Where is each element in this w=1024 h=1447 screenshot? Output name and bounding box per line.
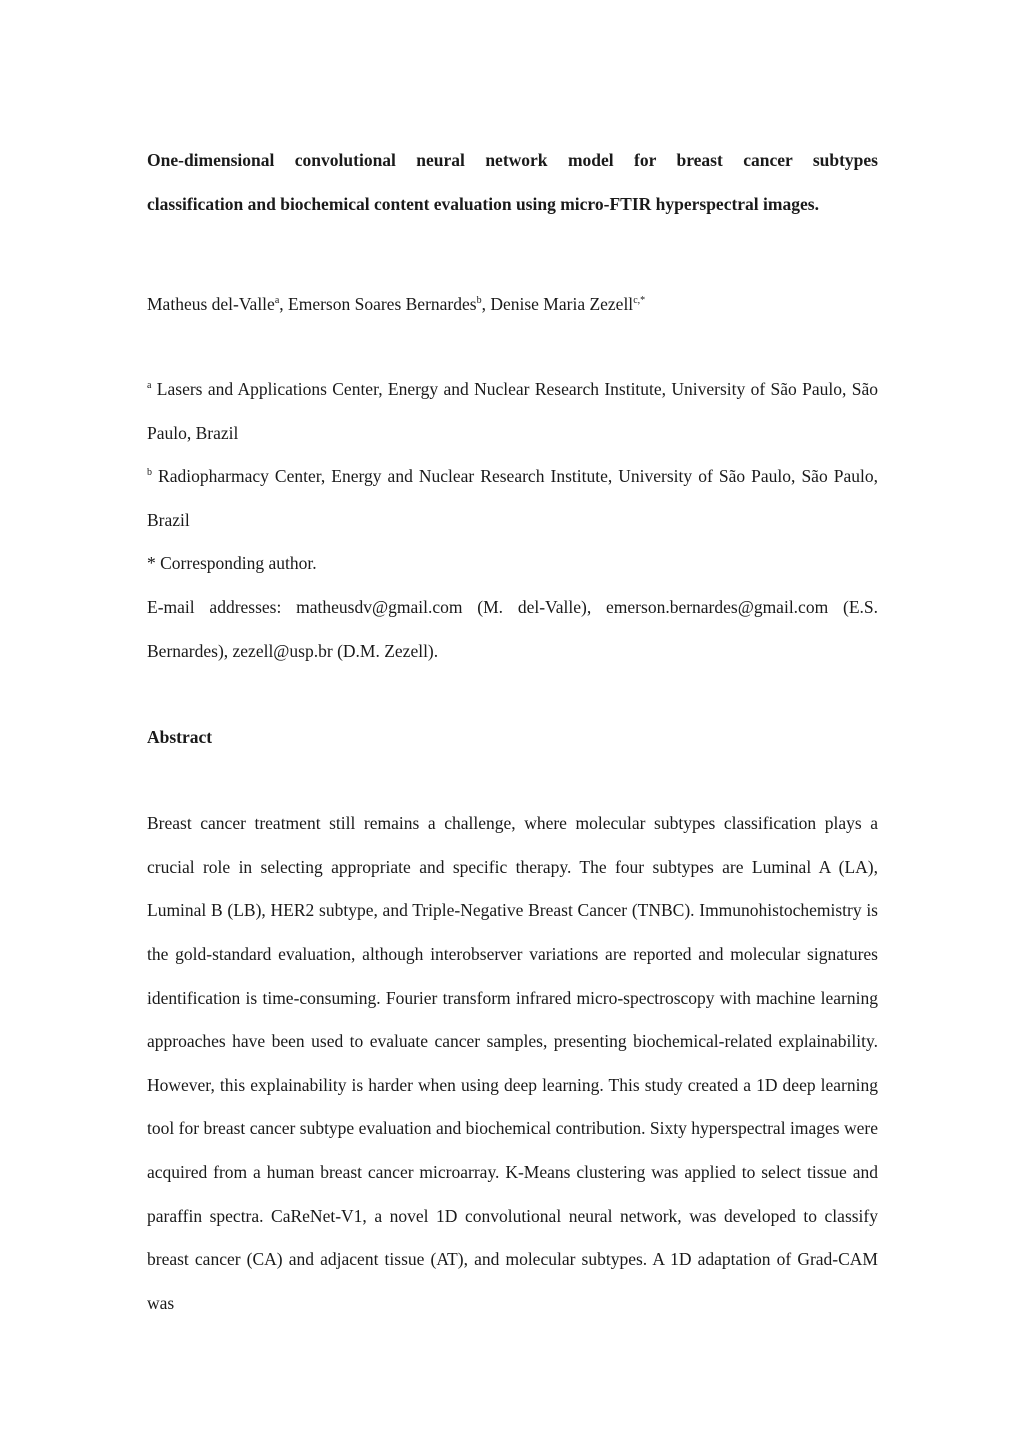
email-addresses: E-mail addresses: matheusdv@gmail.com (M. del-Valle), emerson.bernardes@gmail.com (E.S. Bernardes), zezell@usp.br (D.M. Zezell). (147, 596, 878, 661)
author-list (147, 282, 878, 326)
abstract-heading: Abstract (147, 727, 213, 748)
author-affiliation-mark: a (274, 295, 280, 306)
paper-page (147, 138, 878, 1325)
corresponding-author-note: * Corresponding author. (147, 553, 317, 574)
affiliation-mark: b (147, 467, 152, 479)
affiliation-text: Radiopharmacy Center, Energy and Nuclear Research Institute, University of São Paulo, São Paulo, Brazil (147, 466, 878, 530)
affiliation-text: Lasers and Applications Center, Energy and Nuclear Research Institute, University of São Paulo, São Paulo, Brazil (147, 379, 878, 443)
author-affiliation-mark: c,* (633, 295, 646, 306)
affiliation-b (147, 455, 878, 542)
abstract-body (147, 802, 878, 1325)
title-line-2: classification and biochemical content evaluation using micro-FTIR hyperspectral images. (147, 194, 819, 214)
author-name: Matheus del-Valle (147, 294, 275, 314)
paper-title (147, 138, 878, 226)
affiliation-a (147, 368, 878, 455)
author-separator: , (481, 294, 491, 314)
title-line-1: One-dimensional convolutional neural network model for breast cancer subtypes (147, 150, 878, 170)
affiliations (147, 368, 878, 673)
affiliation-mark: a (147, 380, 152, 391)
author-affiliation-mark: b (476, 295, 482, 306)
author-name: Emerson Soares Bernardes (288, 294, 477, 314)
author-separator: , (279, 294, 289, 314)
abstract-paragraph: Breast cancer treatment still remains a challenge, where molecular subtypes classification plays a crucial role in selecting appropriate and specific therapy. The four subtypes are Luminal A (LA), Luminal B (LB), HER2 subtype, and Triple-Negative Breast Cancer (TNBC). Immunohistochemistry is the gold-standard evaluation, although interobserver variations are reported and molecular signatures identification is time-consuming. Fourier transform infrared micro-spectroscopy with machine learning approaches have been used to evaluate cancer samples, presenting biochemical-related explainability. However, this explainability is harder when using deep learning. This study created a 1D deep learning tool for breast cancer subtype evaluation and biochemical contribution. Sixty hyperspectral images were acquired from a human breast cancer microarray. K-Means clustering was applied to select tissue and paraffin spectra. CaReNet-V1, a novel 1D convolutional neural network, was developed to classify breast cancer (CA) and adjacent tissue (AT), and molecular subtypes. A 1D adaptation of Grad-CAM was (147, 813, 878, 1313)
author-name: Denise Maria Zezell (490, 294, 634, 314)
